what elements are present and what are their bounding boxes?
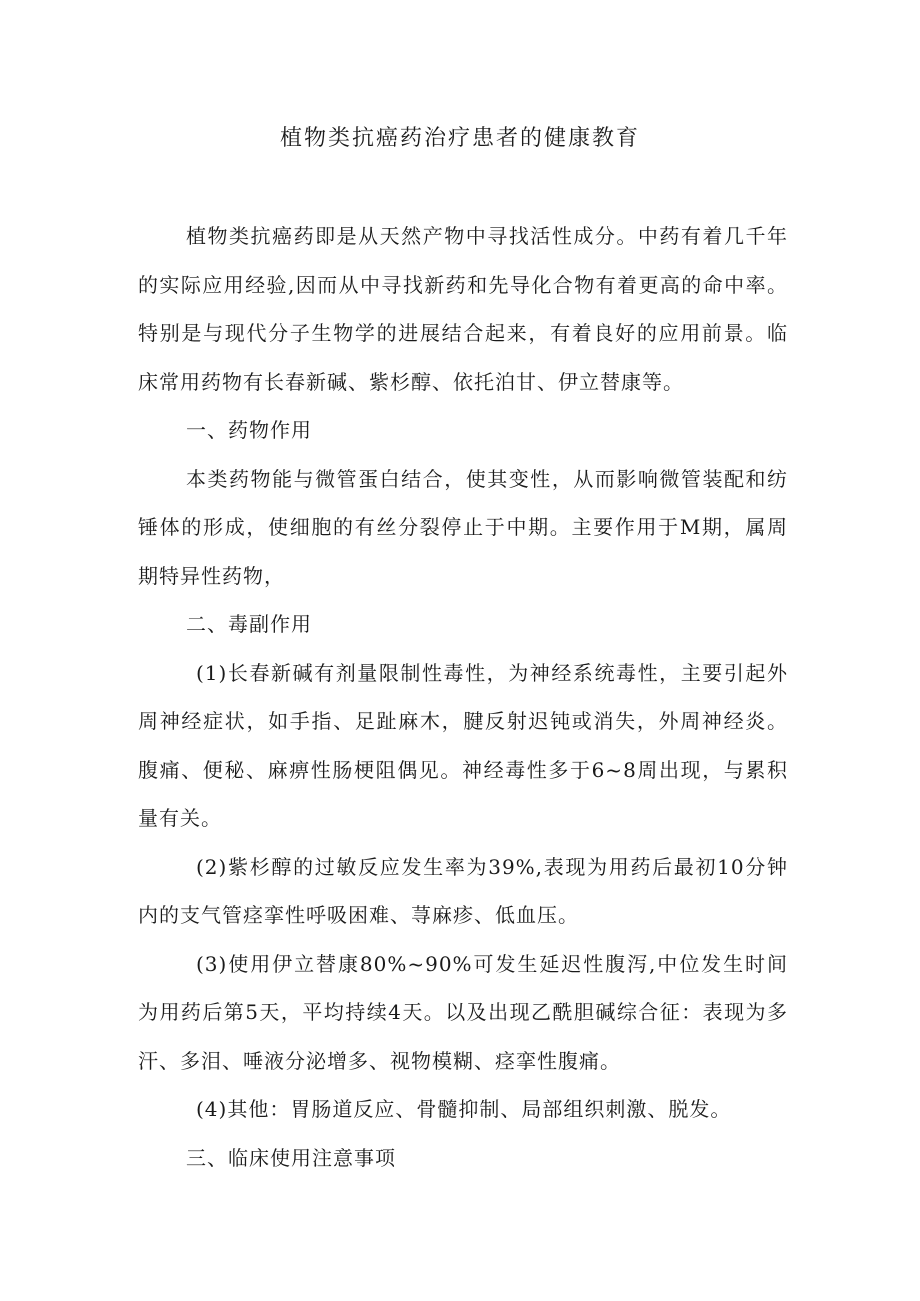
- drug-action-paragraph: 本类药物能与微管蛋白结合，使其变性，从而影响微管装配和纺锤体的形成，使细胞的有丝分裂停止于中期。主要作用于M期，属周期特异性药物，: [138, 466, 788, 588]
- side-effect-item-4: (4)其他：胃肠道反应、骨髓抑制、局部组织刺激、脱发。: [196, 1097, 732, 1121]
- side-effect-item-1: (1)长春新碱有剂量限制性毒性，为神经系统毒性，主要引起外周神经症状，如手指、足趾麻木，腱反射迟钝或消失，外周神经炎。腹痛、便秘、麻痹性肠梗阻偶见。神经毒性多于6~8周出现，与累积量有关。: [138, 660, 788, 830]
- section-heading-clinical-notes: 三、临床使用注意事项: [186, 1145, 396, 1170]
- side-effect-item-3: (3)使用伊立替康80%~90%可发生延迟性腹泻,中位发生时间为用药后第5天，平均持续4天。以及出现乙酰胆碱综合征：表现为多汗、多泪、唾液分泌增多、视物模糊、痉挛性腹痛。: [138, 951, 788, 1073]
- side-effect-item-2: (2)紫杉醇的过敏反应发生率为39%,表现为用药后最初10分钟内的支气管痉挛性呼吸困难、荨麻疹、低血压。: [138, 854, 788, 927]
- section-heading-side-effects: 二、毒副作用: [186, 612, 312, 636]
- document-body: [138, 212, 788, 1182]
- document-title: 植物类抗癌药治疗患者的健康教育: [279, 126, 640, 151]
- section-heading-drug-action: 一、药物作用: [186, 418, 312, 442]
- intro-paragraph: 植物类抗癌药即是从天然产物中寻找活性成分。中药有着几千年的实际应用经验,因而从中寻找新药和先导化合物有着更高的命中率。特别是与现代分子生物学的进展结合起来，有着良好的应用前景。临床常用药物有长春新碱、紫杉醇、依托泊甘、伊立替康等。: [138, 224, 788, 394]
